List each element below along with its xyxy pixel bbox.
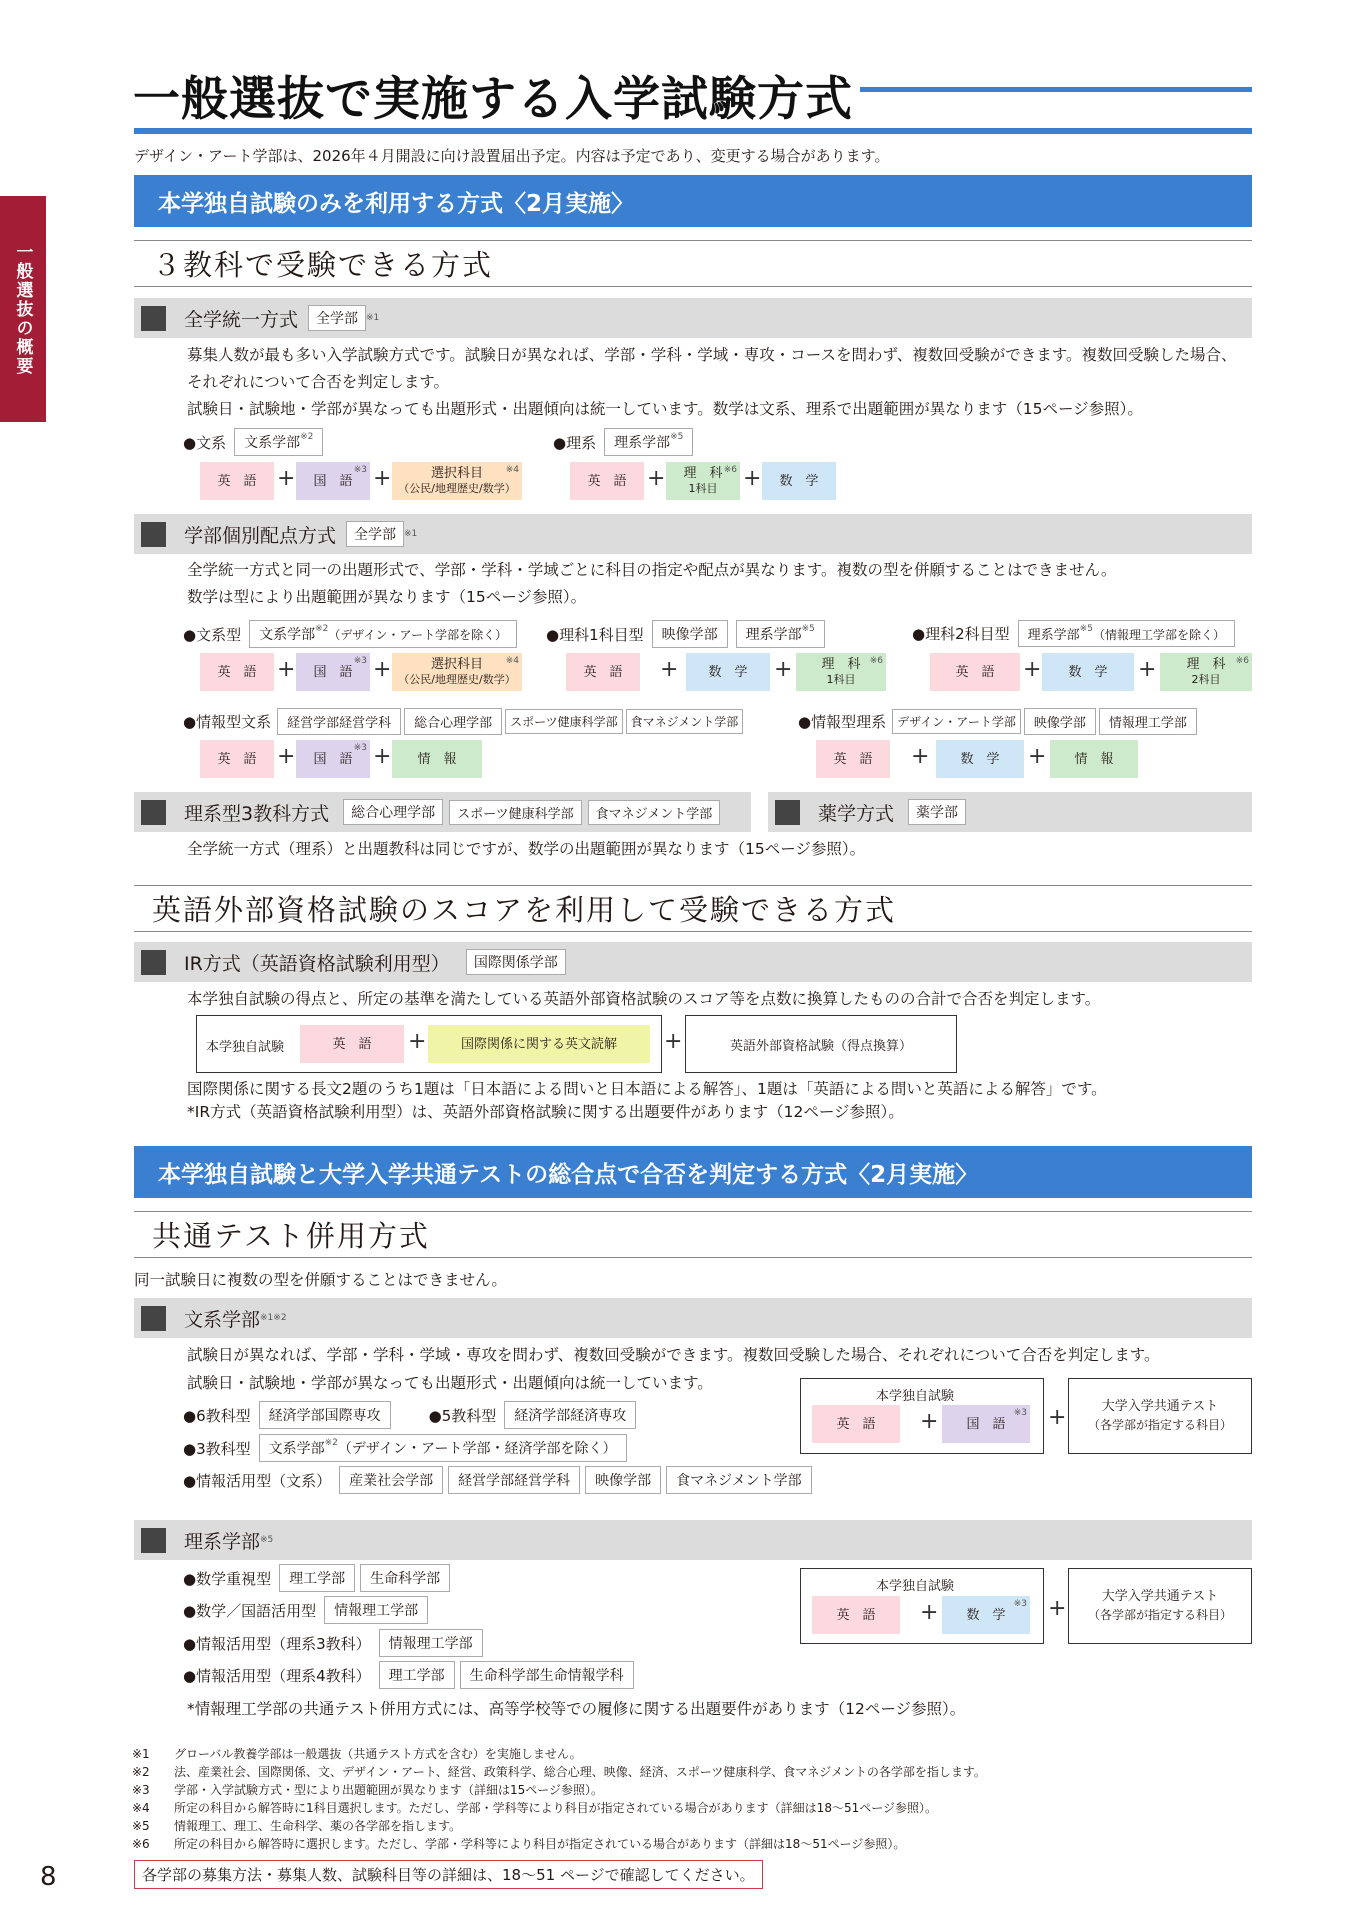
bunkei-label: ●文系 [183,433,227,452]
subject-science: 理 科 2科目 ※6 [1160,653,1252,691]
subject-info: 情 報 [1050,740,1138,778]
rikei-k-row4: ●情報活用型（理系4教科） 理工学部 生命科学部生命情報学科 [183,1661,634,1689]
square-marker [141,1528,166,1553]
plus-icon: + [647,466,666,491]
subject-science: 理 科 1科目 ※6 [796,653,886,691]
subject-english: 英 語 [816,740,890,778]
plus-icon: + [774,657,793,682]
plus-icon: + [373,744,392,769]
rikei3-desc: 全学統一方式（理系）と出題教科は同じですが、数学の出題範囲が異なります（15ページ参照）。 [187,840,866,858]
subject-english: 英 語 [200,653,274,691]
subject-english: 英 語 [930,653,1020,691]
plus-icon: + [277,466,296,491]
square-marker [775,800,800,825]
zengaku-desc1: 募集人数が最も多い入学試験方式です。試験日が異なれば、学部・学科・学域・専攻・コースを問わず、複数回受験ができます。複数回受験した場合、 [187,346,1237,364]
top-note: デザイン・アート学部は、2026年４月開設に向け設置届出予定。内容は予定であり、変更する場合があります。 [134,147,890,165]
subject-elective: 選択科目 （公民/地理歴史/数学） ※4 [392,462,522,500]
plus-icon: + [1048,1405,1067,1430]
bunkei-k-header: 文系学部 ※1※2 [134,1298,1252,1338]
subject-english: 英 語 [566,653,640,691]
kobetsu-joho-bun-row: ●情報型文系 経営学部経営学科 総合心理学部 スポーツ健康科学部 食マネジメント学部 [183,708,743,735]
kobetsu-desc1: 全学統一方式と同一の出題形式で、学部・学科・学域ごとに科目の指定や配点が異なります。複数の型を併願することはできません。 [187,561,1117,579]
rikei-box: 理系学部$^{※5}$ [604,428,693,456]
plus-icon: + [277,744,296,769]
footnote-1: ※1 グローバル教養学部は一般選抜（共通テスト方式を含む）を実施しません。 [132,1747,582,1761]
rikei-label: ●理系 [553,433,597,452]
bunkei-box: 文系学部$^{※2}$ [234,428,323,456]
rikei-k-header: 理系学部 ※5 [134,1520,1252,1560]
plus-icon: + [373,657,392,682]
square-marker [141,1306,166,1331]
bunkei-k-row3: ●情報活用型（文系） 産業社会学部 経営学部経営学科 映像学部 食マネジメント学部 [183,1466,812,1494]
bunkei-k-row2: ●3教科型 文系学部$^{※2}$（デザイン・アート学部・経済学部を除く） [183,1434,627,1462]
kobetsu-tag: 全学部 [346,521,404,547]
rikei-k-note: *情報理工学部の共通テスト併用方式には、高等学校等での履修に関する出題要件があります（12ページ参照）。 [187,1700,966,1718]
kobetsu-bunkei-row: ●文系型 文系学部$^{※2}$（デザイン・アート学部を除く） [183,620,517,648]
plus-icon: + [920,1409,939,1434]
plus-icon: + [1048,1596,1067,1621]
side-tab: 一般選抜の概要 [0,196,46,422]
subject-english: 英 語 [200,740,274,778]
footnote-4: ※4 所定の科目から解答時に1科目選択します。ただし、学部・学科等により科目が指定されている場合があります（詳細は18〜51ページ参照）。 [132,1801,937,1815]
plus-icon: + [1028,744,1047,769]
plus-icon: + [1138,657,1157,682]
kyotsu-frame: 大学入学共通テスト （各学部が指定する科目） [1068,1378,1252,1454]
rikei3-header: 理系型3教科方式 総合心理学部 スポーツ健康科学部 食マネジメント学部 [134,792,751,832]
zengaku-title: 全学統一方式 [184,308,299,331]
section-3-subjects [134,240,1252,287]
plus-icon: + [664,1029,683,1054]
subject-info: 情 報 [392,740,482,778]
section-english-score: 英語外部資格試験のスコアを利用して受験できる方式 [134,885,1252,932]
bunkei-k-desc2: 試験日・試験地・学部が異なっても出題形式・出題傾向は統一しています。 [187,1374,713,1392]
subject-math: 数 学 [762,462,836,500]
band-own-exam [134,175,1252,227]
band-combined: 本学独自試験と大学入学共通テストの総合点で合否を判定する方式〈2月実施〉 [134,1146,1252,1198]
yakugaku-header: 薬学方式 薬学部 [768,792,1252,832]
subject-reading: 国際関係に関する英文読解 [428,1025,650,1063]
zengaku-bunkei-row [183,428,323,456]
footnote-ref: ※1 [404,529,418,539]
own-exam-label: 本学独自試験 [876,1579,955,1594]
footnote-3: ※3 学部・入学試験方式・型により出題範囲が異なります（詳細は15ページ参照）。 [132,1783,604,1797]
band-own-exam-label: 本学独自試験のみを利用する方式〈2月実施〉 [158,190,635,217]
title-rule [860,87,1252,92]
subject-math: 数 学 [686,653,770,691]
plus-icon: + [277,657,296,682]
subject-japanese: 国 語 ※3 [942,1405,1030,1443]
bunkei-k-desc1: 試験日が異なれば、学部・学科・学域・専攻を問わず、複数回受験ができます。複数回受験した場合、それぞれについて合否を判定します。 [187,1346,1160,1364]
subject-elective: 選択科目 （公民/地理歴史/数学） ※4 [392,653,522,691]
kobetsu-joho-ri-row: ●情報型理系 デザイン・アート学部 映像学部 情報理工学部 [798,708,1197,735]
plus-icon: + [373,466,392,491]
square-marker [141,306,166,331]
rikei-k-row1: ●数学重視型 理工学部 生命科学部 [183,1564,450,1592]
kobetsu-title: 学部個別配点方式 [184,524,337,547]
subject-science: 理 科 1科目 ※6 [666,462,740,500]
ir-header: IR方式（英語資格試験利用型） 国際関係学部 [134,942,1252,982]
details-note: 各学部の募集方法・募集人数、試験科目等の詳細は、18〜51 ページで確認してください。 [134,1860,763,1889]
ir-note2: *IR方式（英語資格試験利用型）は、英語外部資格試験に関する出題要件があります（12ページ参照）。 [187,1103,904,1121]
kobetsu-header [134,514,1252,554]
bunkei-k-row1: ●6教科型 経済学部国際専攻 ●5教科型 経済学部経済専攻 [183,1401,636,1429]
title-underline [134,128,1252,134]
plus-icon: + [911,744,930,769]
subject-english: 英 語 [570,462,644,500]
own-exam-label: 本学独自試験 [876,1389,955,1404]
subject-math: 数 学 [936,740,1024,778]
section-kyotsu: 共通テスト併用方式 [134,1211,1252,1258]
page-number: 8 [40,1862,57,1892]
subject-japanese: 国 語 ※3 [296,653,370,691]
rikei-k-row3: ●情報活用型（理系3教科） 情報理工学部 [183,1629,483,1657]
kobetsu-rika2-row: ●理科2科目型 理系学部$^{※5}$（情報理工学部を除く） [912,620,1235,647]
ir-note1: 国際関係に関する長文2題のうち1題は「日本語による問いと日本語による解答」、1題は「英語による問いと英語による解答」です。 [187,1080,1107,1098]
subject-english: 英 語 [200,462,274,500]
ir-desc: 本学独自試験の得点と、所定の基準を満たしている英語外部資格試験のスコア等を点数に換算したものの合計で合否を判定します。 [187,990,1101,1008]
square-marker [141,950,166,975]
square-marker [141,522,166,547]
plus-icon: + [408,1029,427,1054]
subject-japanese: 国 語 ※3 [296,462,370,500]
zengaku-rikei-row [553,428,693,456]
zengaku-header [134,298,1252,338]
section-3-subjects-label: ３教科で受験できる方式 [152,248,494,282]
rikei-k-row2: ●数学／国語活用型 情報理工学部 [183,1596,428,1624]
footnote-6: ※6 所定の科目から解答時に選択します。ただし、学部・学科等により科目が指定されている場合があります（詳細は18〜51ページ参照）。 [132,1837,906,1851]
zengaku-desc2: それぞれについて合否を判定します。 [187,373,449,391]
footnote-ref: ※1 [366,313,380,323]
kobetsu-desc2: 数学は型により出題範囲が異なります（15ページ参照）。 [187,588,587,606]
subject-english: 英 語 [812,1405,900,1443]
plus-icon: + [743,466,762,491]
square-marker [141,800,166,825]
zengaku-desc3: 試験日・試験地・学部が異なっても出題形式・出題傾向は統一しています。数学は文系、理系で出題範囲が異なります（15ページ参照）。 [187,400,1143,418]
plus-icon: + [1023,657,1042,682]
zengaku-tag: 全学部 [308,305,366,331]
ir-own-label: 本学独自試験 [206,1040,285,1055]
kobetsu-rika1-row: ●理科1科目型 映像学部 理系学部$^{※5}$ [546,620,825,648]
footnote-5: ※5 情報理工、理工、生命科学、薬の各学部を指します。 [132,1819,462,1833]
page-title: 一般選抜で実施する入学試験方式 [133,72,853,127]
footnote-2: ※2 法、産業社会、国際関係、文、デザイン・アート、経営、政策科学、総合心理、映像、経済、スポーツ健康科学、食マネジメントの各学部を指します。 [132,1765,986,1779]
kyotsu-frame: 大学入学共通テスト （各学部が指定する科目） [1068,1568,1252,1644]
subject-english: 英 語 [812,1596,900,1634]
kyotsu-note: 同一試験日に複数の型を併願することはできません。 [134,1271,507,1289]
subject-math: 数 学 ※3 [942,1596,1030,1634]
subject-math: 数 学 [1042,653,1134,691]
subject-english: 英 語 [300,1025,404,1063]
subject-japanese: 国 語 ※3 [296,740,370,778]
ir-external-frame: 英語外部資格試験（得点換算） [685,1015,957,1073]
plus-icon: + [660,657,679,682]
plus-icon: + [920,1600,939,1625]
